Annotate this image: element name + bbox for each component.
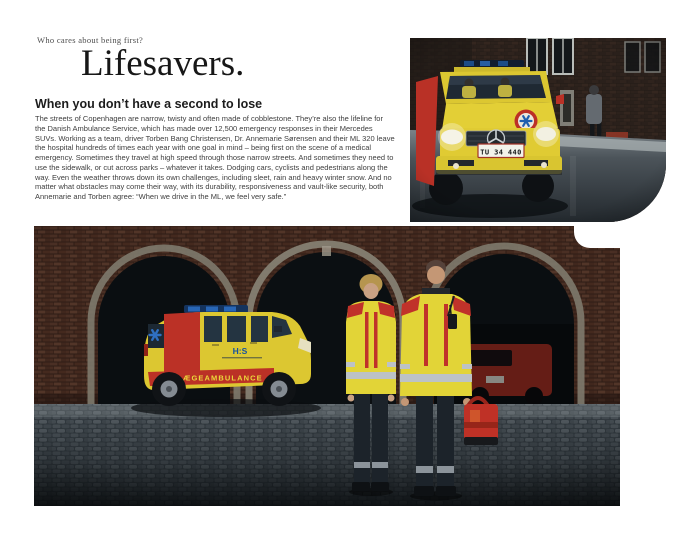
- page-title: Lifesavers.: [81, 43, 245, 84]
- body-paragraph: The streets of Copenhagen are narrow, twisty and often made of cobblestone. They’re also the lifeline for the Danish Ambulance Service, which has made over 12,500 emergency responses in their Mercedes SUVs. Working as a team, driver Torben Bang Christensen, Dr. Annemarie Sørensen and their ML 320 leave the hospital hundreds of times each year with one goal in mind – being first on the scene of a medical emergency. Sometimes they travel at high speed through those narrow streets. And sometimes they need to use the sidewalk, or cut across parks – whatever it takes. Dodging cars, cyclists and pedestrians along the way. Even the weather throws down its own challenges, including sleet, rain and heavy winter snow. And no matter what obstacles may come their way, with its durability, responsiveness and vault-like security, both Annemarie and Torben agree: “When we drive in the ML, we feel very safe.”: [35, 114, 395, 201]
- subhead: When you don’t have a second to lose: [35, 97, 263, 111]
- photo-crew-scene: [34, 226, 620, 506]
- eyebrow-text: Who cares about being first?: [37, 35, 144, 45]
- ambulance-front-scene: [410, 38, 666, 222]
- photo-ambulance-front: [410, 38, 666, 222]
- vignette: [410, 38, 666, 222]
- vignette: [34, 226, 620, 506]
- corner-notch: [574, 226, 620, 248]
- crew-scene: [34, 226, 620, 506]
